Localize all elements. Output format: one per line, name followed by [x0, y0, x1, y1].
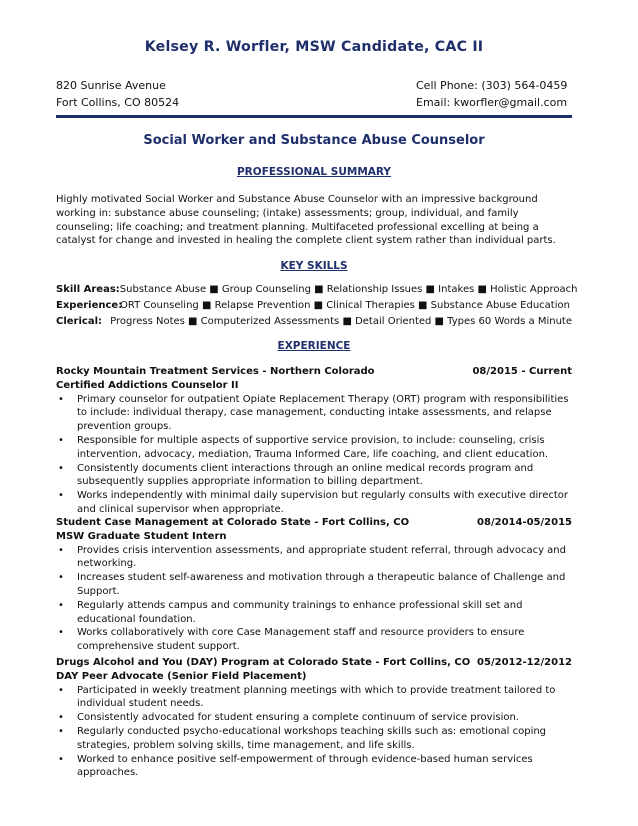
list-item: • Works collaboratively with core Case Management staff and resource providers to ensure comprehensive student support. — [58, 627, 525, 653]
candidate-name: Kelsey R. Worfler, MSW Candidate, CAC II — [144, 39, 484, 55]
address-line-2: Fort Collins, CO 80524 — [56, 96, 180, 109]
job-bullets — [56, 684, 572, 781]
job-header — [56, 365, 572, 379]
skills-row-label: Experience: — [56, 300, 123, 311]
skills-heading: KEY SKILLS — [280, 260, 348, 272]
job-header — [56, 516, 572, 530]
job-dates: 08/2015 - Current — [472, 366, 572, 377]
summary-text: Highly motivated Social Worker and Substance Abuse Counselor with an impressive background working in: substance abuse counseling; (intake) assessments; group, individual, and family counseling; life coaching; and treatment planning. Multifaceted professional excelling at being a catalyst for change and invested in healing the complete client system rather than individual parts. — [56, 194, 556, 247]
job-title: DAY Peer Advocate (Senior Field Placement) — [56, 670, 307, 682]
skills-row-label: Clerical: — [56, 316, 103, 327]
job-header — [56, 656, 572, 670]
summary-heading: PROFESSIONAL SUMMARY — [236, 166, 392, 178]
address-line-1: 820 Sunrise Avenue — [56, 79, 166, 92]
list-item: • Increases student self-awareness and motivation through a therapeutic balance of Challenge and Support. — [58, 572, 566, 597]
bullet-icon: • — [58, 627, 64, 639]
job-entry — [56, 516, 572, 654]
list-item: • Regularly attends campus and community trainings to enhance professional skill set and educational foundation. — [58, 599, 523, 625]
list-item: • Responsible for multiple aspects of supportive service provision, to include: counseling, crisis intervention, advocacy, mediation, Trauma Informed Care, life coaching, and client education. — [58, 434, 549, 460]
bullet-icon: • — [58, 434, 64, 446]
address — [56, 77, 179, 111]
job-bullets — [56, 393, 572, 517]
list-item: • Works independently with minimal daily supervision but regularly consults with executive director and clinical supervisor when appropriate. — [58, 490, 568, 515]
list-item: • Regularly conducted psycho-educational workshops teaching skills such as: emotional coping strategies, problem solving skills, time management, and life skills. — [58, 725, 547, 751]
bullet-icon: • — [58, 599, 64, 611]
skills-row-label: Skill Areas: — [56, 284, 120, 295]
headline: Social Worker and Substance Abuse Counselor — [143, 133, 485, 148]
job-dates: 05/2012-12/2012 — [477, 657, 572, 668]
job-org: Drugs Alcohol and You (DAY) Program at Colorado State - Fort Collins, CO — [56, 657, 471, 668]
bullet-icon: • — [58, 753, 64, 765]
skills-row — [56, 298, 572, 314]
skills-row-value: Substance Abuse ■ Group Counseling ■ Relationship Issues ■ Intakes ■ Holistic Approach — [119, 284, 578, 295]
phone-email — [416, 77, 567, 111]
bullet-icon: • — [58, 544, 64, 556]
job-org: Rocky Mountain Treatment Services - Northern Colorado — [56, 366, 375, 377]
bullet-icon: • — [58, 712, 64, 724]
skills-row-value: Progress Notes ■ Computerized Assessments ■ Detail Oriented ■ Types 60 Words a Minute — [110, 316, 572, 327]
bullet-icon: • — [58, 725, 64, 737]
list-item: • Participated in weekly treatment planning meetings with which to provide treatment tailored to individual student needs. — [58, 684, 556, 710]
skills-row — [56, 282, 578, 298]
bullet-icon: • — [58, 490, 64, 502]
email: Email: kworfler@gmail.com — [416, 96, 568, 109]
job-entry — [56, 656, 572, 780]
skills-row — [56, 314, 572, 330]
skills-row-value: ORT Counseling ■ Relapse Prevention ■ Clinical Therapies ■ Substance Abuse Education — [120, 300, 570, 311]
skills-table — [56, 282, 578, 330]
list-item: • Consistently advocated for student ensuring a complete continuum of service provision. — [58, 712, 519, 724]
job-entry — [56, 365, 572, 517]
job-title: MSW Graduate Student Intern — [56, 530, 227, 542]
job-bullets — [56, 544, 572, 654]
experience-heading: EXPERIENCE — [277, 340, 351, 352]
bullet-icon: • — [58, 572, 64, 584]
bullet-icon: • — [58, 393, 64, 405]
list-item: • Worked to enhance positive self-empowerment of through evidence-based human services approaches. — [58, 753, 533, 779]
phone: Cell Phone: (303) 564-0459 — [416, 79, 568, 92]
list-item: • Consistently documents client interactions through an online medical records program and subsequently supplies appropriate information to billing department. — [58, 462, 534, 488]
list-item: • Primary counselor for outpatient Opiate Replacement Therapy (ORT) program with responsibilities to include: individual therapy, case management, conducting intake assessments, and relapse prevention groups. — [58, 393, 569, 433]
bullet-icon: • — [58, 462, 64, 474]
list-item: • Provides crisis intervention assessments, and appropriate student referral, through advocacy and networking. — [58, 544, 566, 570]
job-dates: 08/2014-05/2015 — [477, 517, 572, 528]
bullet-icon: • — [58, 684, 64, 696]
header-divider — [56, 115, 572, 118]
job-org: Student Case Management at Colorado State - Fort Collins, CO — [56, 517, 410, 528]
job-title: Certified Addictions Counselor II — [56, 379, 239, 391]
